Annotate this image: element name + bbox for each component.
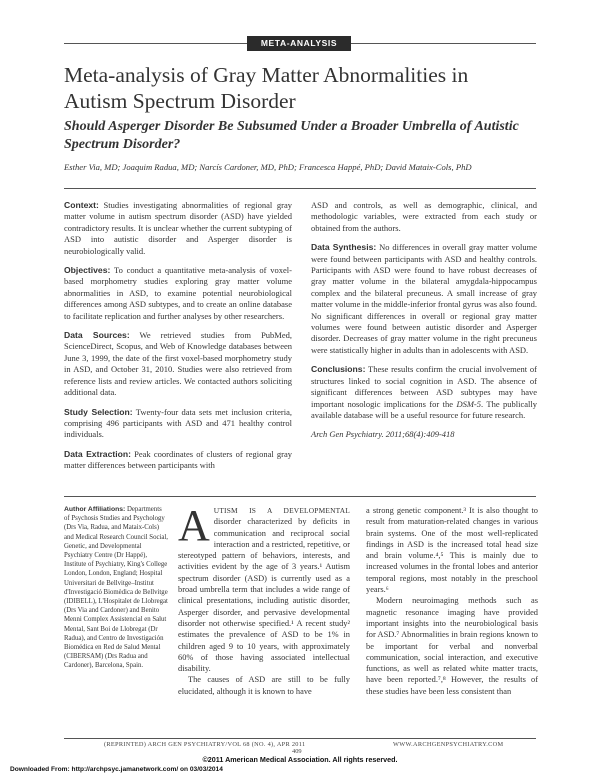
abstract-conclusions xyxy=(311,364,537,421)
copyright-notice: ©2011 American Medical Association. All rights reserved. xyxy=(202,755,398,764)
synthesis-text: No differences in overall gray matter volume were found between participants with ASD and healthy controls. Participants with ASD were found to have robust decreases of gray matter volume in the bilateral amygdala-hippocampus complex and the bilateral precuneus. A small increase of gray matter volume in the middle-inferior frontal gyrus was also found. No significant differences in overall or regional gray matter volumes were found between autistic disorder and Asperger disorder. Decreases of gray matter volume in the right precuneus were statistically higher in adults than in adolescents with ASD. xyxy=(311,242,537,355)
affiliations-text: Departments of Psychosis Studies and Psychology (Drs Via, Radua, and Mataix-Cols) and Medical Research Council Social, Genetic, and Developmental Psychiatry Centre (Dr Happé), Institute of Psychiatry, King's College London, London, England; Hospital Universitari de Bellvitge–Institut d'Investigació Biomèdica de Bellvitge (IDIBELL), L'Hospitalet de Llobregat (Drs Via and Cardoner) and Benito Menni Complex Assistencial en Salut Mental, Sant Boi de Llobregat (Dr Radua), and Centro de Investigación Biomédica en Red de Salud Mental (CIBERSAM) (Drs Radua and Cardoner), Barcelona, Spain. xyxy=(64,506,168,670)
objectives-text: To conduct a quantitative meta-analysis of voxel-based morphometry studies exploring gray matter volume abnormalities in ASD, to examine potential neurobiological differences among ASD subtypes, and to create an online database to facilitate replication and further analyses by other researchers. xyxy=(64,265,292,321)
conclusions-text-b: . The publically available database will be a useful resource for future research. xyxy=(311,398,538,420)
body-column-middle xyxy=(178,501,350,697)
conclusions-heading: Conclusions: xyxy=(311,364,366,375)
footer-website: WWW.ARCHGENPSYCHIATRY.COM xyxy=(393,741,504,748)
author-affiliations xyxy=(64,505,168,671)
download-notice: Downloaded From: http://archpsyc.jamanetwork.com/ on 03/03/2014 xyxy=(10,766,223,773)
context-heading: Context: xyxy=(64,200,99,210)
body-paragraph-2-continued: a strong genetic component.³ It is also thought to result from maturation-related changes in various brain systems. One of the most well-replicated findings in ASD is the increased total head size and brain volume.⁴,⁵ This is mainly due to increased volumes in the frontal lobes and anterior temporal regions, most notably in the preschool years.⁶ xyxy=(366,506,538,595)
drop-cap: A xyxy=(178,501,210,550)
abstract-right-column xyxy=(311,200,537,449)
synthesis-heading: Data Synthesis: xyxy=(311,242,377,253)
sources-text: We retrieved studies from PubMed, ScienceDirect, Scopus, and Web of Knowledge databases between June 3, 1999, the date of the first voxel-based morphometry study in ASD, and October 31, 2010. Studies were also retrieved from reference lists and review articles. We contacted authors soliciting additional data. xyxy=(64,330,292,398)
abstract-context xyxy=(64,200,292,257)
objectives-heading: Objectives: xyxy=(64,265,111,276)
page-number: 409 xyxy=(292,748,302,755)
body-paragraph-2: The causes of ASD are still to be fully elucidated, although it is known to have xyxy=(178,675,350,696)
abstract-top-rule xyxy=(64,188,536,189)
footer-journal: (REPRINTED) ARCH GEN PSYCHIATRY/VOL 68 (NO. 4), APR 2011 xyxy=(104,741,306,748)
body-paragraph-1 xyxy=(178,501,350,674)
citation: Arch Gen Psychiatry. 2011;68(4):409-418 xyxy=(311,429,455,440)
lead-in-caps: UTISM IS A DEVELOPMENTAL xyxy=(213,506,350,515)
abstract-extraction xyxy=(64,449,292,472)
sources-heading: Data Sources: xyxy=(64,330,130,341)
abstract-synthesis xyxy=(311,242,537,356)
affiliations-label: Author Affiliations: xyxy=(64,506,126,513)
section-label: META-ANALYSIS xyxy=(247,36,351,51)
abstract-selection xyxy=(64,407,292,441)
extraction-text: Peak coordinates of clusters of regional gray matter differences between participants with xyxy=(64,448,293,471)
body-paragraph-3: Modern neuroimaging methods such as magnetic resonance imaging have provided important insights into the neurobiological basis for ASD.⁷ Abnormalities in brain regions known to be important for verbal and nonverbal communication, social interaction, and executive functions, as well as related white matter tracts, have been reported.⁷,⁸ However, the results of these studies have been less consistent than xyxy=(366,596,538,696)
abstract-bottom-rule xyxy=(64,496,536,497)
extraction-continued: ASD and controls, as well as demographic, clinical, and methodologic variables, were extracted from each study or obtained from the authors. xyxy=(311,200,537,233)
context-text: Studies investigating abnormalities of regional gray matter volume in autism spectrum disorder (ASD) have yielded contradictory results. It is unclear whether the current subtyping of ASD into autistic disorder and Asperger disorder is neurobiologically valid. xyxy=(64,200,292,256)
abstract-sources xyxy=(64,330,292,398)
abstract-left-column xyxy=(64,200,292,480)
conclusions-text-a: These results confirm the crucial involvement of structures linked to social cognition in ASD. The absence of significant differences between ASD subtypes may have important nosologic implications for the xyxy=(311,364,537,409)
paragraph-1-text: disorder characterized by deficits in communication and reciprocal social interaction and a restricted, repetitive, or stereotyped pattern of behaviors, interests, and activities evident by the age of 3 years.¹ Autism spectrum disorder (ASD) is currently used as a broad umbrella term that includes a wide range of clinical presentations, including autistic disorder, Asperger disorder, and pervasive developmental disorder not otherwise specified.¹ A recent study² estimates the prevalence of ASD to be 1% in children aged 9 to 10 years, with approximately 60% of those having associated intellectual disability. xyxy=(178,517,350,674)
dsm-italic: DSM-5 xyxy=(456,398,482,409)
footer-rule xyxy=(64,738,536,739)
selection-heading: Study Selection: xyxy=(64,406,133,417)
article-subtitle: Should Asperger Disorder Be Subsumed Under a Broader Umbrella of Autistic Spectrum Disorder? xyxy=(64,119,519,152)
body-column-right xyxy=(366,505,538,697)
extraction-heading: Data Extraction: xyxy=(64,448,131,459)
selection-text: Twenty-four data sets met inclusion criteria, comprising 496 participants with ASD and 471 healthy control individuals. xyxy=(64,406,293,440)
author-list: Esther Via, MD; Joaquim Radua, MD; Narcís Cardoner, MD, PhD; Francesca Happé, PhD; David Mataix-Cols, PhD xyxy=(64,162,472,172)
article-title: Meta-analysis of Gray Matter Abnormalities in Autism Spectrum Disorder xyxy=(64,63,469,113)
abstract-objectives xyxy=(64,265,292,322)
